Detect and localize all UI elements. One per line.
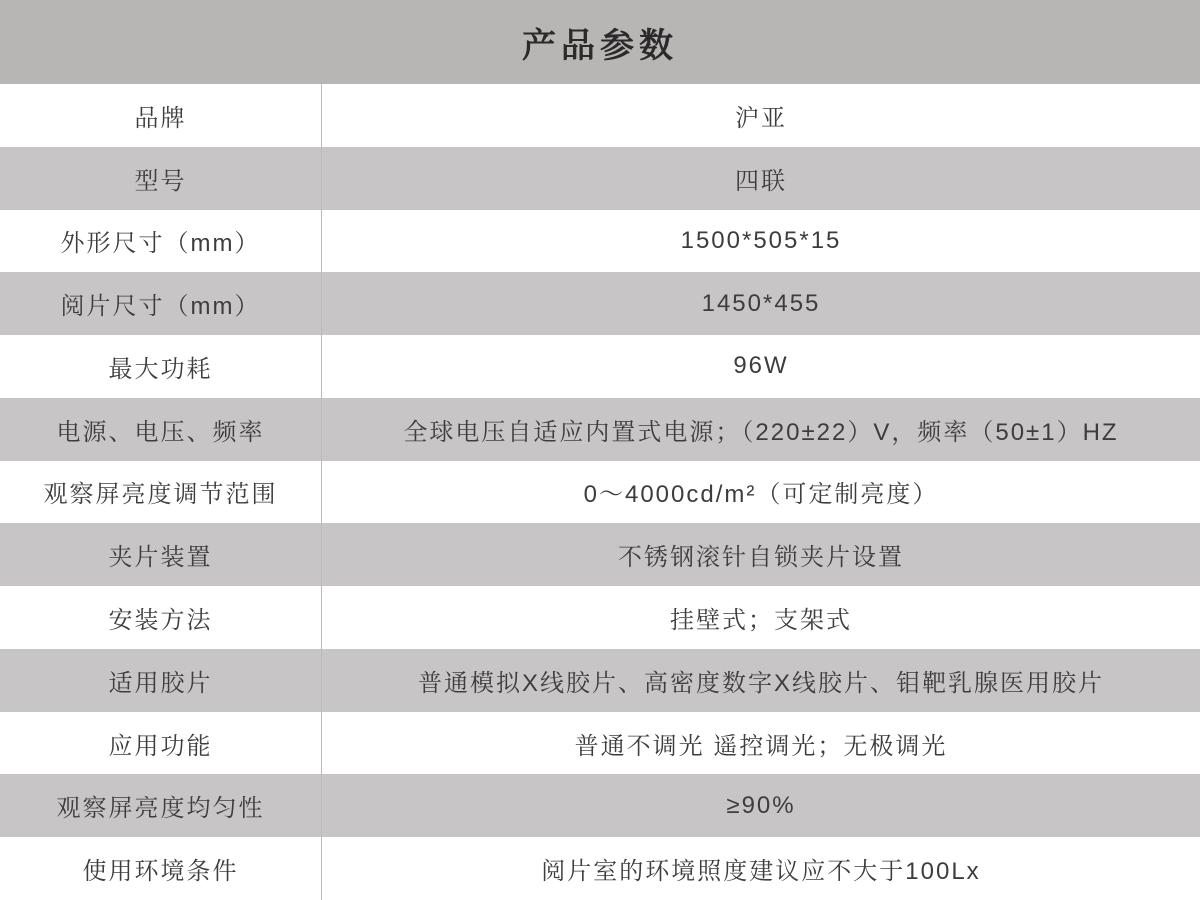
- spec-value: 挂壁式；支架式: [670, 607, 852, 634]
- table-row: [0, 210, 1200, 273]
- spec-value: 1500*505*15: [680, 226, 842, 254]
- spec-label: 品牌: [0, 84, 322, 147]
- spec-value: 沪亚: [735, 104, 787, 132]
- spec-value: 全球电压自适应内置式电源；（220±22）V，频率（50±1）HZ: [403, 418, 1119, 446]
- spec-value: 96W: [733, 352, 789, 380]
- table-row: [0, 461, 1200, 524]
- spec-label: 外形尺寸（mm）: [0, 210, 322, 273]
- spec-label: 应用功能: [0, 712, 322, 775]
- table-row: [0, 774, 1200, 837]
- spec-value: 普通模拟X线胶片、高密度数字X线胶片、钼靶乳腺医用胶片: [417, 669, 1104, 697]
- table-row: [0, 837, 1200, 900]
- table-row: [0, 335, 1200, 398]
- spec-label: 最大功耗: [0, 335, 322, 398]
- table-row: [0, 649, 1200, 712]
- table-row: [0, 147, 1200, 210]
- table-row: [0, 712, 1200, 775]
- spec-label: 观察屏亮度调节范围: [0, 461, 322, 524]
- spec-value: 普通不调光 遥控调光；无极调光: [574, 732, 948, 760]
- spec-value: 1450*455: [701, 289, 821, 317]
- spec-label: 型号: [0, 147, 322, 210]
- spec-label: 电源、电压、频率: [0, 398, 322, 461]
- spec-label: 适用胶片: [0, 649, 322, 712]
- spec-label: 阅片尺寸（mm）: [0, 272, 322, 335]
- table-row: [0, 398, 1200, 461]
- spec-value: 四联: [735, 167, 787, 195]
- spec-label: 使用环境条件: [0, 837, 322, 900]
- table-row: [0, 272, 1200, 335]
- spec-label: 安装方法: [0, 586, 322, 649]
- table-row: [0, 84, 1200, 147]
- table-row: [0, 586, 1200, 649]
- spec-label: 夹片装置: [0, 523, 322, 586]
- spec-value: 不锈钢滚针自锁夹片设置: [618, 544, 904, 572]
- spec-label: 观察屏亮度均匀性: [0, 774, 322, 837]
- table-header: [0, 0, 1200, 84]
- spec-value: 阅片室的环境照度建议应不大于100Lx: [541, 858, 981, 886]
- table-row: [0, 523, 1200, 586]
- spec-table-body: [0, 84, 1200, 900]
- page-title: 产品参数: [522, 26, 678, 65]
- spec-value: ≥90%: [726, 791, 796, 819]
- spec-value: 0～4000cd/m²（可定制亮度）: [583, 481, 939, 509]
